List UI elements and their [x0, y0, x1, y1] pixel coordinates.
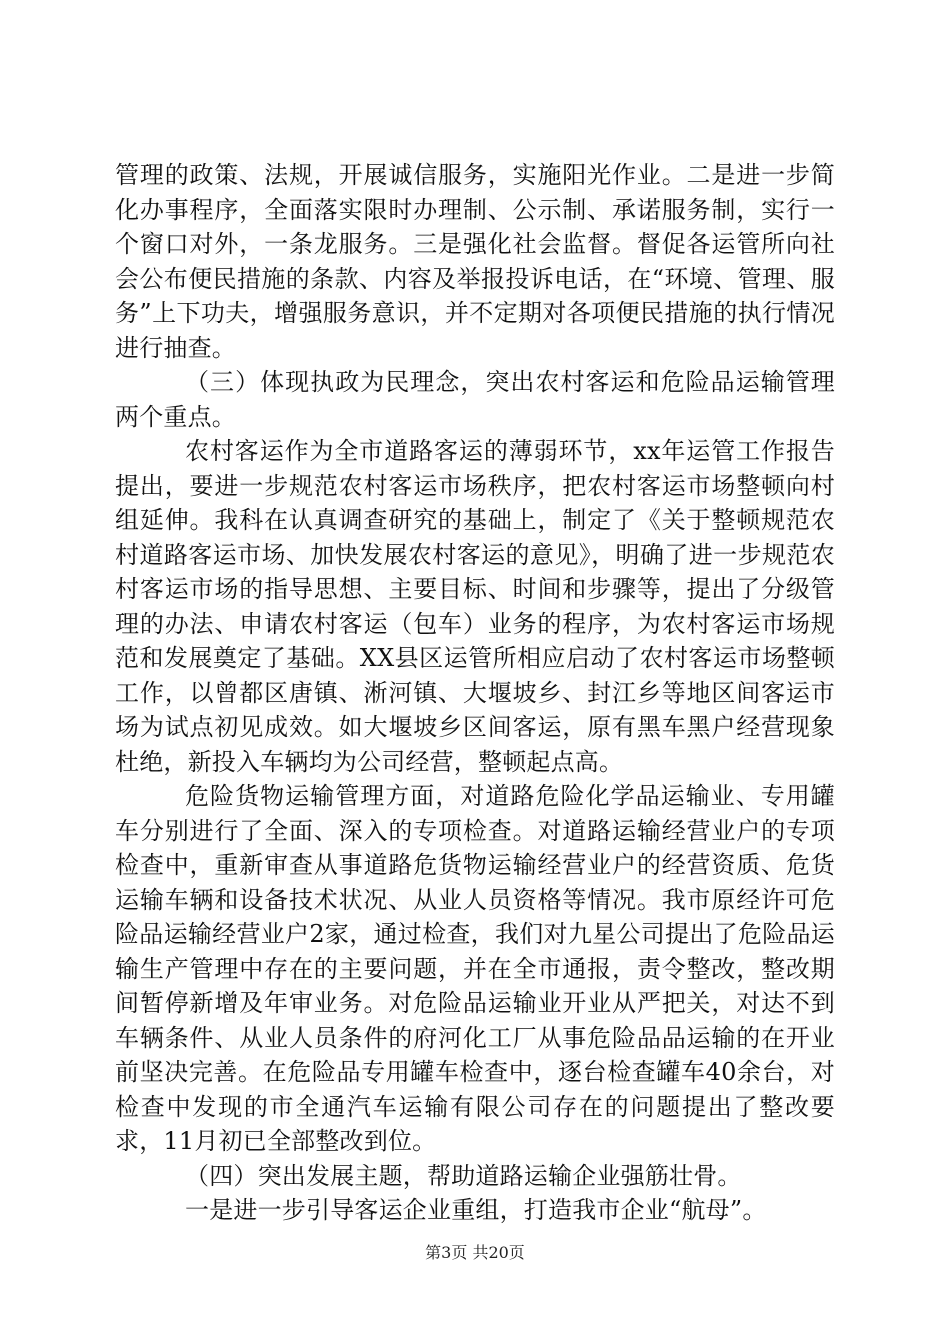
paragraph-2-heading: （三）体现执政为民理念，突出农村客运和危险品运输管理两个重点。 — [115, 368, 835, 431]
paragraph-3: 农村客运作为全市道路客运的薄弱环节，xx年运管工作报告提出，要进一步规范农村客运市场秩序，把农村客运市场整顿向村组延伸。我科在认真调查研究的基础上，制定了《关于整顿规范农村道路客运市场、加快发展农村客运的意见》，明确了进一步规范农村客运市场的指导思想、主要目标、时间和步骤等，提出了分级管理的办法、申请农村客运（包车）业务的程序，为农村客运市场规范和发展奠定了基础。XX县区运管所相应启动了农村客运市场整顿工作，以曾都区唐镇、淅河镇、大堰坡乡、封江乡等地区间客运市场为试点初见成效。如大堰坡乡区间客运，原有黑车黑户经营现象杜绝，新投入车辆均为公司经营，整顿起点高。 — [115, 437, 835, 776]
paragraph-6: 一是进一步引导客运企业重组，打造我市企业“航母”。 — [185, 1196, 767, 1224]
paragraph-1: 管理的政策、法规，开展诚信服务，实施阳光作业。二是进一步简化办事程序，全面落实限时办理制、公示制、承诺服务制，实行一个窗口对外，一条龙服务。三是强化社会监督。督促各运管所向社会公布便民措施的条款、内容及举报投诉电话，在“环境、管理、服务”上下功夫，增强服务意识，并不定期对各项便民措施的执行情况进行抽查。 — [115, 161, 835, 362]
paragraph-5-heading: （四）突出发展主题，帮助道路运输企业强筋壮骨。 — [185, 1161, 742, 1190]
page-number-footer: 第3页 共20页 — [425, 1243, 525, 1262]
paragraph-4: 危险货物运输管理方面，对道路危险化学品运输业、专用罐车分别进行了全面、深入的专项检查。对道路运输经营业户的专项检查中，重新审查从事道路危货物运输经营业户的经营资质、危货运输车辆和设备技术状况、从业人员资格等情况。我市原经许可危险品运输经营业户2家，通过检查，我们对九星公司提出了危险品运输生产管理中存在的主要问题，并在全市通报，责令整改，整改期间暂停新增及年审业务。对危险品运输业开业从严把关，对达不到车辆条件、从业人员条件的府河化工厂从事危险品品运输的在开业前坚决完善。在危险品专用罐车检查中，逐台检查罐车40余台，对检查中发现的市全通汽车运输有限公司存在的问题提出了整改要求，11月初已全部整改到位。 — [115, 782, 835, 1155]
document-body — [115, 158, 835, 1228]
